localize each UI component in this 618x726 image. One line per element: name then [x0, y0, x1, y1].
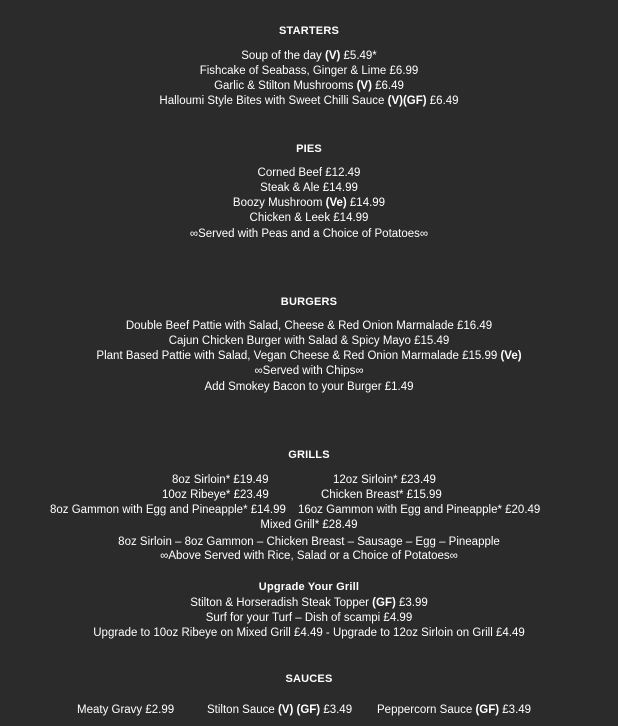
- sauces-row: [0, 703, 618, 718]
- menu-item: Double Beef Pattie with Salad, Cheese & Red Onion Marmalade £16.49: [125, 320, 493, 332]
- grill-row: [0, 488, 618, 503]
- sauce-item: Peppercorn Sauce (GF) £3.49: [377, 704, 532, 716]
- mixed-grill-contents: 8oz Sirloin – 8oz Gammon – Chicken Breast – Sausage – Egg – Pineapple: [118, 536, 500, 548]
- menu-item: Soup of the day (V) £5.49*: [241, 50, 377, 62]
- grill-row: [0, 503, 618, 518]
- burgers-note: ∞Served with Chips∞: [254, 365, 364, 377]
- grill-item: 8oz Sirloin* £19.49: [172, 474, 269, 486]
- menu-item: Steak & Ale £14.99: [260, 182, 358, 194]
- menu-item: Boozy Mushroom (Ve) £14.99: [232, 197, 386, 209]
- burgers-heading: BURGERS: [280, 296, 338, 308]
- mixed-grill: Mixed Grill* £28.49: [260, 519, 358, 531]
- sauce-item: Stilton Sauce (V) (GF) £3.49: [207, 704, 353, 716]
- grill-item: 8oz Gammon with Egg and Pineapple* £14.99: [50, 504, 286, 516]
- grill-item: 10oz Ribeye* £23.49: [162, 489, 269, 501]
- menu-item: Halloumi Style Bites with Sweet Chilli Sauce (V)(GF) £6.49: [159, 95, 459, 107]
- menu-item: Cajun Chicken Burger with Salad & Spicy Mayo £15.49: [168, 335, 450, 347]
- grill-item: Chicken Breast* £15.99: [321, 489, 442, 501]
- menu-item: Garlic & Stilton Mushrooms (V) £6.49: [214, 80, 404, 92]
- menu-item: Chicken & Leek £14.99: [249, 212, 369, 224]
- sauce-item: Meaty Gravy £2.99: [77, 704, 175, 716]
- upgrade-item: Stilton & Horseradish Steak Topper (GF) £3.99: [190, 597, 428, 609]
- burgers-extra: Add Smokey Bacon to your Burger £1.49: [204, 381, 414, 393]
- menu-item: Plant Based Pattie with Salad, Vegan Cheese & Red Onion Marmalade £15.99 (Ve): [96, 350, 522, 362]
- upgrade-item: Surf for your Turf – Dish of scampi £4.99: [205, 612, 413, 624]
- upgrade-heading: Upgrade Your Grill: [258, 581, 360, 593]
- upgrade-item: Upgrade to 10oz Ribeye on Mixed Grill £4.49 - Upgrade to 12oz Sirloin on Grill £4.49: [93, 627, 525, 639]
- pies-note: ∞Served with Peas and a Choice of Potatoes∞: [189, 228, 429, 240]
- grills-heading: GRILLS: [288, 449, 330, 461]
- starters-heading: STARTERS: [278, 25, 340, 37]
- pies-heading: PIES: [296, 143, 322, 155]
- grill-item: 12oz Sirloin* £23.49: [333, 474, 436, 486]
- menu-item: Fishcake of Seabass, Ginger & Lime £6.99: [199, 65, 419, 77]
- grill-row: [0, 473, 618, 488]
- grills-note: ∞Above Served with Rice, Salad or a Choice of Potatoes∞: [160, 550, 458, 562]
- menu-item: Corned Beef £12.49: [257, 167, 361, 179]
- sauces-heading: SAUCES: [285, 673, 333, 685]
- grill-item: 16oz Gammon with Egg and Pineapple* £20.49: [298, 504, 541, 516]
